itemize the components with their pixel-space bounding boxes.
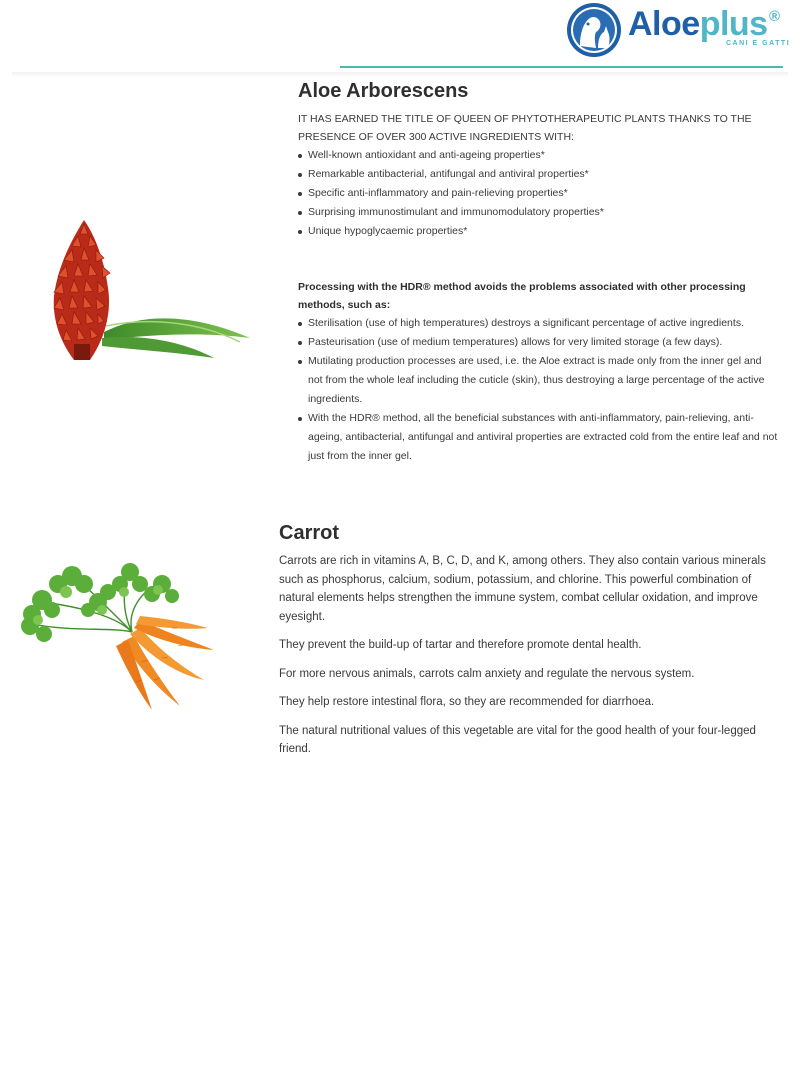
processing-list — [298, 314, 778, 466]
list-item: Specific anti-inflammatory and pain-relieving properties* — [298, 184, 778, 203]
carrot-title: Carrot — [279, 522, 340, 544]
list-item: Pasteurisation (use of medium temperatures) allows for very limited storage (a few days). — [298, 333, 778, 352]
dog-cat-logo-icon — [566, 2, 622, 58]
brand-logo[interactable] — [566, 2, 791, 58]
carrot-section — [279, 518, 779, 759]
carrot-paragraph: The natural nutritional values of this vegetable are vital for the good health of your four-legged friend. — [279, 724, 756, 755]
page-header — [0, 0, 800, 78]
list-item: With the HDR® method, all the beneficial substances with anti-inflammatory, pain-relieving, anti-ageing, antibacterial, antifungal and antiviral properties are extracted cold from the entire leaf and not just from the inner gel. — [298, 409, 778, 466]
list-item: Mutilating production processes are used, i.e. the Aloe extract is made only from the inner gel and not from the whole leaf including the cuticle (skin), thus destroying a large percentage of the active ingredients. — [298, 352, 778, 409]
carrot-paragraph: For more nervous animals, carrots calm anxiety and regulate the nervous system. — [279, 667, 695, 680]
list-item: Well-known antioxidant and anti-ageing properties* — [298, 146, 778, 165]
logo-tagline: CANI E GATTI — [726, 40, 791, 47]
header-accent-line — [340, 66, 783, 68]
list-item: Remarkable antibacterial, antifungal and antiviral properties* — [298, 165, 778, 184]
aloe-properties-list — [298, 146, 778, 241]
logo-registered-mark: ® — [769, 8, 781, 25]
logo-wordmark — [628, 4, 768, 44]
aloe-section — [298, 76, 778, 466]
aloe-intro: IT HAS EARNED THE TITLE OF QUEEN OF PHYTOTHERAPEUTIC PLANTS THANKS TO THE PRESENCE OF OVER 300 ACTIVE INGREDIENTS WITH: — [298, 113, 752, 143]
logo-word-aloe: Aloe — [628, 5, 700, 43]
carrot-paragraph: Carrots are rich in vitamins A, B, C, D, and K, among others. They also contain various minerals such as phosphorus, calcium, sodium, potassium, and chlorine. This powerful combination of natural elements helps strengthen the immune system, combat cellular oxidation, and improve eyesight. — [279, 555, 766, 623]
logo-word-plus: plus — [699, 5, 768, 43]
processing-heading: Processing with the HDR® method avoids the problems associated with other processing methods, such as: — [298, 281, 746, 311]
carrot-paragraph: They prevent the build-up of tartar and therefore promote dental health. — [279, 639, 642, 651]
carrot-bunch-icon — [12, 562, 232, 712]
list-item: Sterilisation (use of high temperatures) destroys a significant percentage of active ingredients. — [298, 314, 778, 333]
aloe-flower-icon — [44, 214, 254, 366]
aloe-title: Aloe Arborescens — [298, 80, 469, 102]
list-item: Surprising immunostimulant and immunomodulatory properties* — [298, 203, 778, 222]
carrot-paragraph: They help restore intestinal flora, so they are recommended for diarrhoea. — [279, 696, 655, 708]
list-item: Unique hypoglycaemic properties* — [298, 222, 778, 241]
